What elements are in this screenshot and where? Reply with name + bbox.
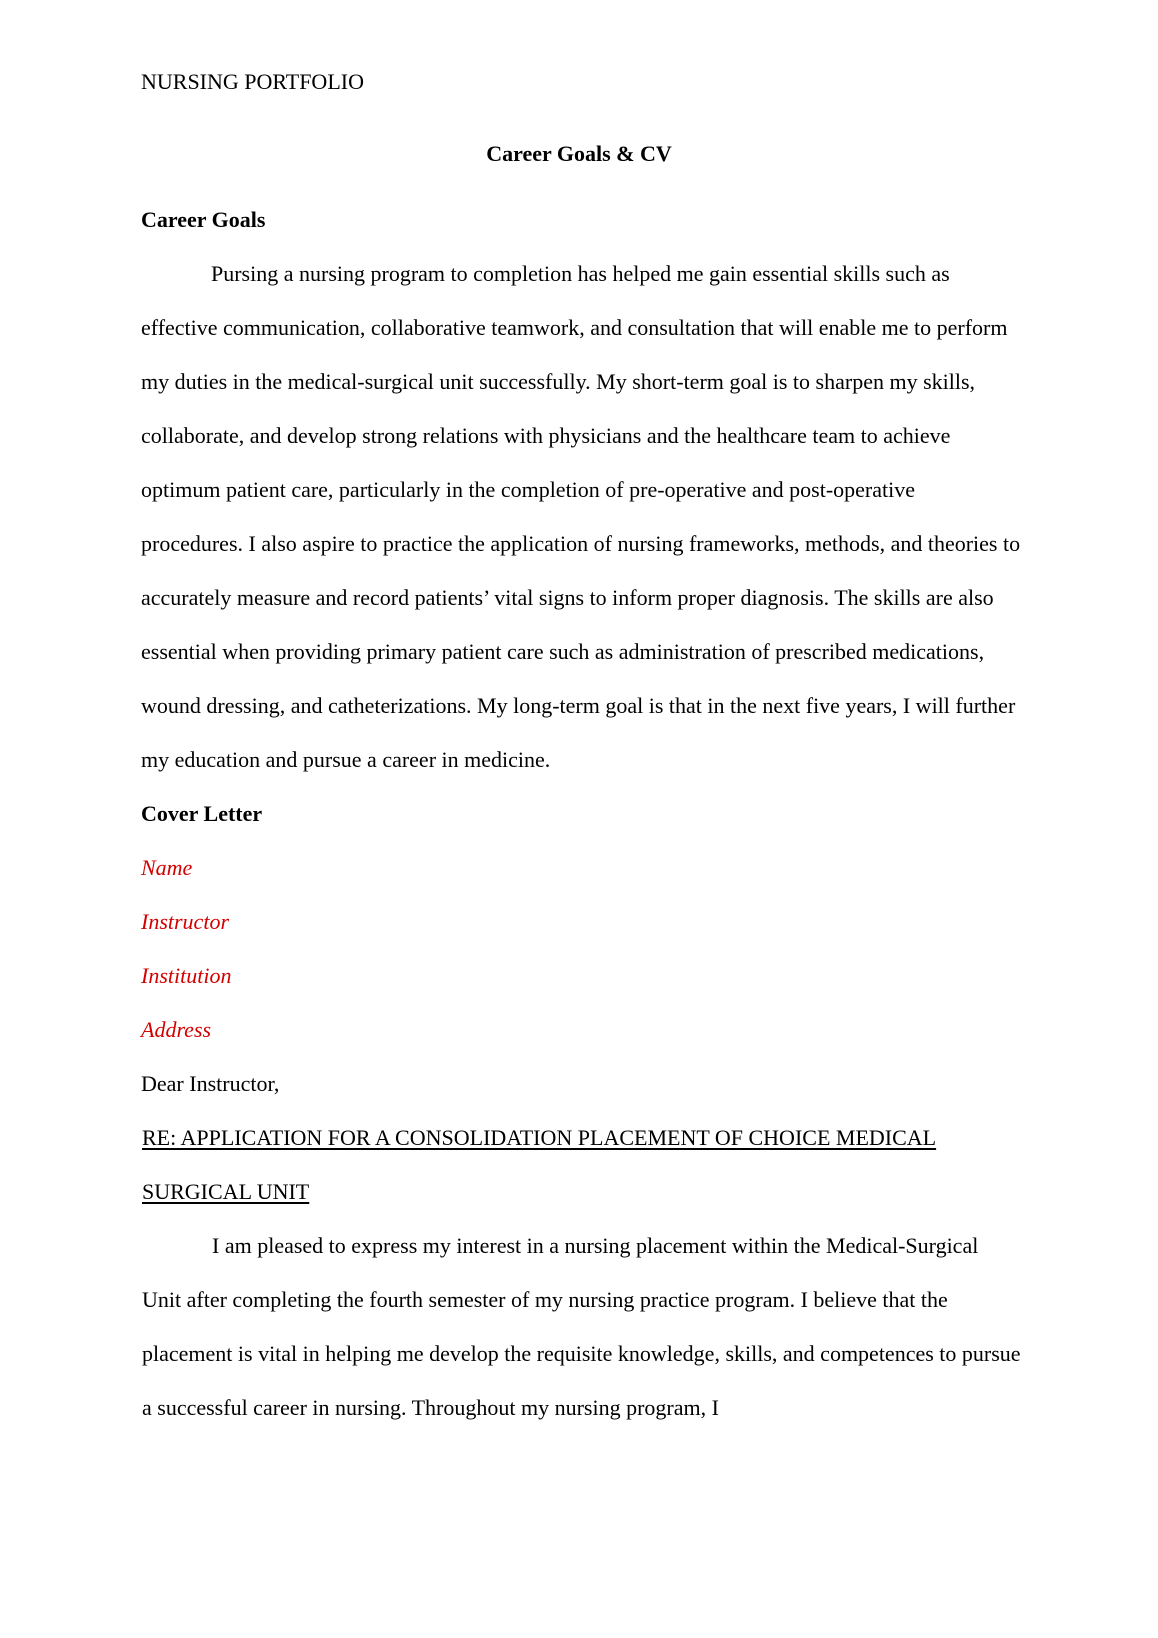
address-placeholder: Address: [141, 1017, 212, 1042]
institution-placeholder: Institution: [141, 963, 232, 988]
cover-letter-heading: Cover Letter: [141, 801, 263, 826]
running-head: NURSING PORTFOLIO: [141, 69, 364, 94]
document-body: [141, 193, 1021, 1435]
page-title: Career Goals & CV: [486, 141, 672, 166]
salutation: Dear Instructor,: [141, 1071, 280, 1096]
career-goals-paragraph: Pursing a nursing program to completion has helped me gain essential skills such as effective communication, collaborative teamwork, and consultation that will enable me to perform my duties in the medical-surgical unit successfully. My short-term goal is to sharpen my skills, collaborate, and develop strong relations with physicians and the healthcare team to achieve optimum patient care, particularly in the completion of pre-operative and post-operative procedures. I also aspire to practice the application of nursing frameworks, methods, and theories to accurately measure and record patients’ vital signs to inform proper diagnosis. The skills are also essential when providing primary patient care such as administration of prescribed medications, wound dressing, and catheterizations. My long-term goal is that in the next five years, I will further my education and pursue a career in medicine.: [141, 261, 1021, 772]
re-line: RE: APPLICATION FOR A CONSOLIDATION PLACEMENT OF CHOICE MEDICAL SURGICAL UNIT: [142, 1125, 937, 1204]
name-placeholder: Name: [141, 855, 193, 880]
cover-letter-paragraph: I am pleased to express my interest in a nursing placement within the Medical-Surgical Unit after completing the fourth semester of my nursing practice program. I believe that the placement is vital in helping me develop the requisite knowledge, skills, and competences to pursue a successful career in nursing. Throughout my nursing program, I: [142, 1233, 1021, 1420]
career-goals-heading: Career Goals: [141, 207, 266, 232]
instructor-placeholder: Instructor: [141, 909, 229, 934]
